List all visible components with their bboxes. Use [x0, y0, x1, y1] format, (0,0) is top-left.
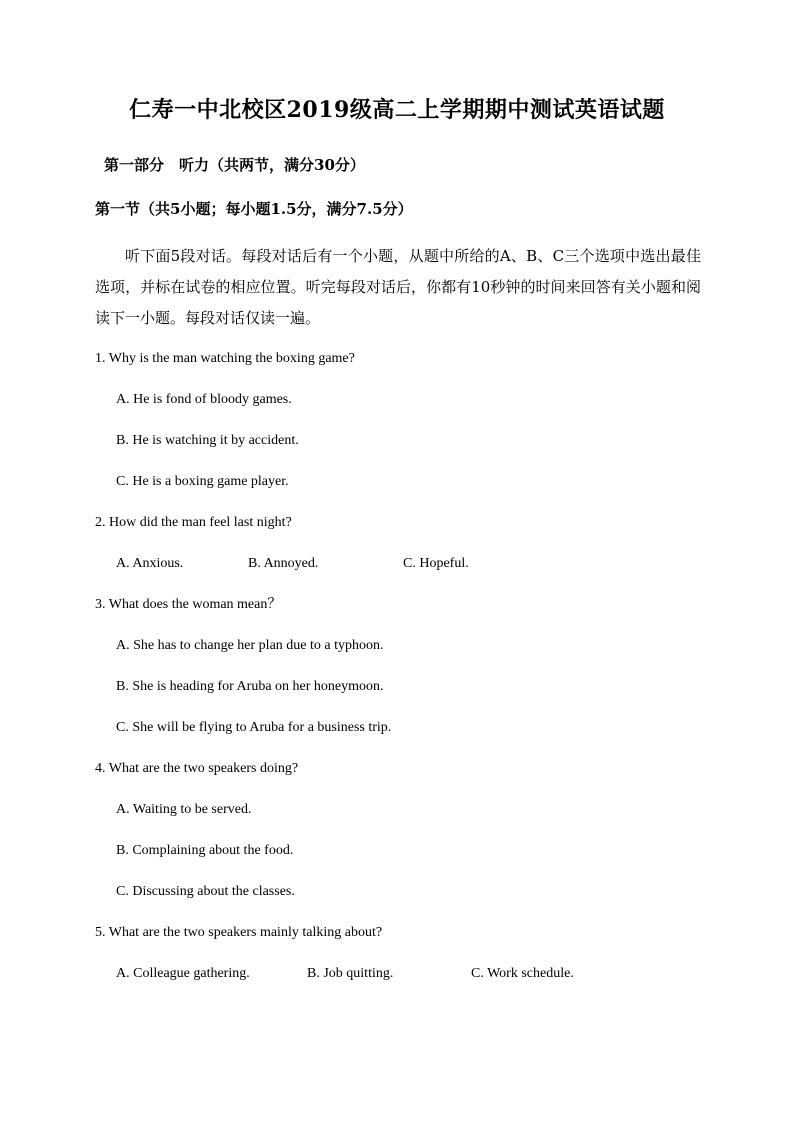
option-a: A. Anxious.: [116, 556, 184, 571]
question-text: 3. What does the woman mean？: [95, 597, 282, 612]
question-text: 5. What are the two speakers mainly talking about?: [95, 925, 383, 940]
question-4: [95, 758, 701, 922]
option-b: B. Annoyed.: [248, 556, 319, 571]
instructions: 听下面5段对话。每段对话后有一个小题，从题中所给的A、B、C三个选项中选出最佳选项，并标在试卷的相应位置。听完每段对话后，你都有10秒钟的时间来回答有关小题和阅读下一小题。每段对话仅读一遍。: [95, 247, 701, 327]
option-b: B. Complaining about the food.: [116, 843, 294, 858]
option-a: A. She has to change her plan due to a typhoon.: [116, 638, 384, 653]
question-1: [95, 348, 701, 512]
question-text: 2. How did the man feel last night?: [95, 515, 292, 530]
question-text: 4. What are the two speakers doing?: [95, 761, 299, 776]
question-2: [95, 512, 701, 594]
option-c: C. He is a boxing game player.: [116, 474, 289, 489]
option-b: B. She is heading for Aruba on her honeymoon.: [116, 679, 384, 694]
exam-title: 仁寿一中北校区2019级高二上学期期中测试英语试题: [129, 97, 665, 123]
option-a: A. He is fond of bloody games.: [116, 392, 292, 407]
option-c: C. Hopeful.: [403, 556, 469, 571]
option-c: C. Work schedule.: [471, 966, 574, 981]
question-5: [95, 922, 701, 1004]
question-text: 1. Why is the man watching the boxing game?: [95, 351, 355, 366]
option-b: B. He is watching it by accident.: [116, 433, 299, 448]
option-c: C. She will be flying to Aruba for a business trip.: [116, 720, 392, 735]
option-row: [95, 963, 701, 1004]
option-row: [95, 553, 701, 594]
part-heading: 第一部分 听力（共两节，满分30分）: [104, 156, 365, 174]
question-list: [95, 348, 701, 1004]
option-c: C. Discussing about the classes.: [116, 884, 295, 899]
option-b: B. Job quitting.: [307, 966, 394, 981]
option-a: A. Waiting to be served.: [116, 802, 252, 817]
option-a: A. Colleague gathering.: [116, 966, 250, 981]
section-heading: 第一节（共5小题；每小题1.5分，满分7.5分）: [95, 200, 413, 218]
question-3: [95, 594, 701, 758]
